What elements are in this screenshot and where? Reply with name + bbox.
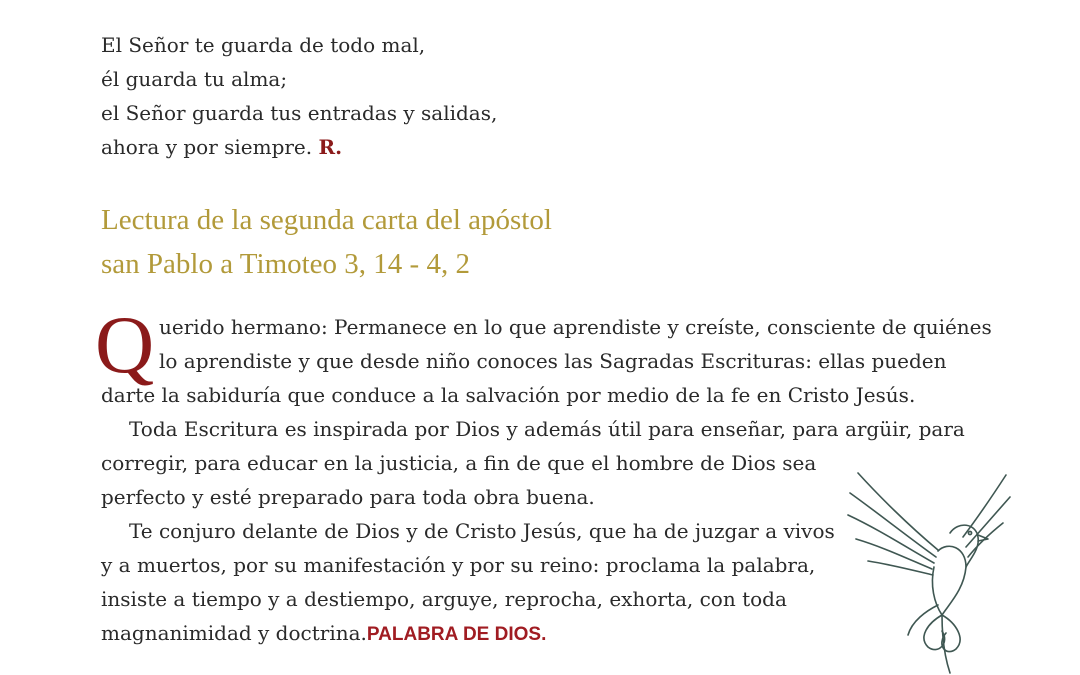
psalm-stanza bbox=[101, 28, 497, 164]
drop-cap: Q bbox=[95, 299, 155, 390]
reading-line: perfecto y esté preparado para toda obra buena. bbox=[101, 485, 595, 509]
reading-heading bbox=[101, 198, 552, 286]
reading-line: insiste a tiempo y a destiempo, arguye, reprocha, exhorta, con toda bbox=[101, 587, 787, 611]
psalm-line: él guarda tu alma; bbox=[101, 67, 288, 91]
psalm-response: R. bbox=[318, 135, 343, 159]
reading-line: Toda Escritura es inspirada por Dios y además útil para enseñar, para argüir, para bbox=[129, 417, 965, 441]
reading-line: lo aprendiste y que desde niño conoces las Sagradas Escrituras: ellas pueden bbox=[159, 349, 947, 373]
psalm-line-last bbox=[101, 130, 497, 164]
psalm-line: El Señor te guarda de todo mal, bbox=[101, 33, 426, 57]
reading-line: y a muertos, por su manifestación y por su reino: proclama la palabra, bbox=[101, 553, 816, 577]
closing-acclamation: PALABRA DE DIOS. bbox=[366, 624, 547, 645]
reading-line: uerido hermano: Permanece en lo que aprendiste y creíste, consciente de quiénes bbox=[159, 315, 992, 339]
heading-line: Lectura de la segunda carta del apóstol bbox=[101, 204, 552, 236]
reading-line-text: magnanimidad y doctrina. bbox=[101, 621, 367, 645]
dove-icon bbox=[838, 455, 1013, 675]
heading-line: san Pablo a Timoteo 3, 14 - 4, 2 bbox=[101, 248, 470, 280]
psalm-line: el Señor guarda tus entradas y salidas, bbox=[101, 101, 498, 125]
psalm-line-text: ahora y por siempre. bbox=[101, 135, 319, 159]
first-paragraph bbox=[95, 299, 992, 412]
reading-line: corregir, para educar en la justicia, a fin de que el hombre de Dios sea bbox=[101, 451, 817, 475]
reading-line: darte la sabiduría que conduce a la salvación por medio de la fe en Cristo Jesús. bbox=[101, 383, 916, 407]
reading-line: Te conjuro delante de Dios y de Cristo Jesús, que ha de juzgar a vivos bbox=[129, 519, 835, 543]
